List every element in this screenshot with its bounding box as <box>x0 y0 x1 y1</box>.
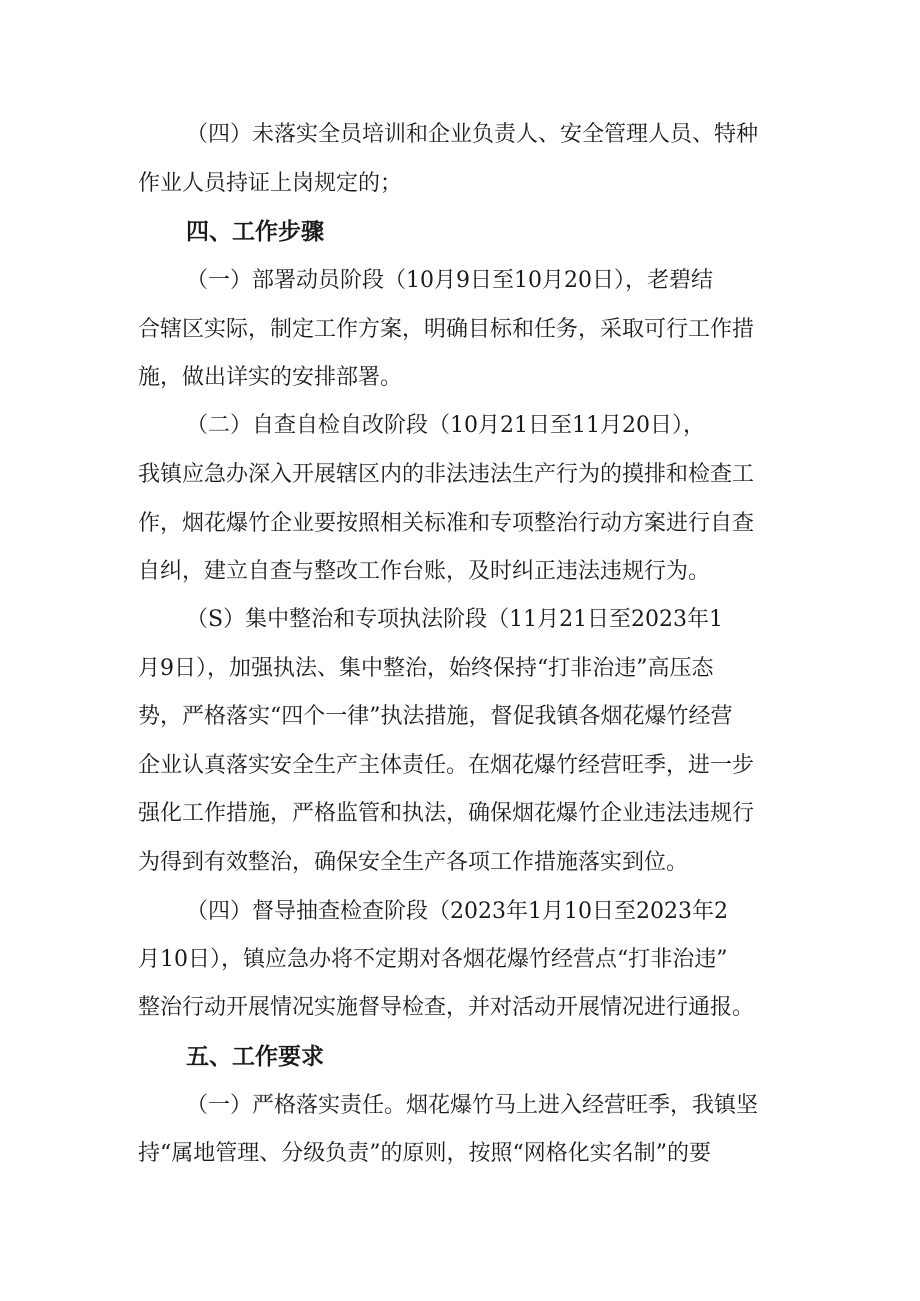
paragraph-line: 整治行动开展情况实施督导检查，并对活动开展情况进行通报。 <box>138 995 755 1020</box>
paragraph-line: 施，做出详实的安排部署。 <box>138 365 403 390</box>
paragraph-line: （四）未落实全员培训和企业负责人、安全管理人员、特种 <box>186 122 759 147</box>
paragraph-line: （二）自查自检自改阶段（10月21日至11月20日）， <box>186 413 705 438</box>
paragraph-line: 我镇应急办深入开展辖区内的非法违法生产行为的摸排和检查工 <box>138 462 755 487</box>
paragraph-line: 作业人员持证上岗规定的； <box>138 171 403 196</box>
paragraph-line: 月9日），加强执法、集中整治，始终保持“打非治违”高压态 <box>138 656 714 681</box>
paragraph-line: 势，严格落实“四个一律”执法措施，督促我镇各烟花爆竹经营 <box>138 704 733 729</box>
paragraph-line: 强化工作措施，严格监管和执法，确保烟花爆竹企业违法违规行 <box>138 801 755 826</box>
paragraph-line: 为得到有效整治，确保安全生产各项工作措施落实到位。 <box>138 850 689 875</box>
paragraph-line: （一）严格落实责任。烟花爆竹马上进入经营旺季，我镇坚 <box>186 1093 759 1118</box>
paragraph-line: 月10日），镇应急办将不定期对各烟花爆竹经营点“打非治违” <box>138 947 728 972</box>
section-heading-work-requirements: 五、工作要求 <box>186 1044 324 1070</box>
paragraph-line: 持“属地管理、分级负责”的原则，按照“网格化实名制”的要 <box>138 1141 711 1166</box>
paragraph-line: 作，烟花爆竹企业要按照相关标准和专项整治行动方案进行自查 <box>138 511 755 536</box>
paragraph-line: 企业认真落实安全生产主体责任。在烟花爆竹经营旺季，进一步 <box>138 753 755 778</box>
paragraph-line: 自纠，建立自查与整改工作台账，及时纠正违法违规行为。 <box>138 559 711 584</box>
section-heading-work-steps: 四、工作步骤 <box>186 219 324 245</box>
paragraph-line: （一）部署动员阶段（10月9日至10月20日），老碧结 <box>186 268 713 293</box>
paragraph-line: 合辖区实际，制定工作方案，明确目标和任务，采取可行工作措 <box>138 317 755 342</box>
paragraph-line: （S）集中整治和专项执法阶段（11月21日至2023年1 <box>186 607 724 632</box>
paragraph-line: （四）督导抽查检查阶段（2023年1月10日至2023年2 <box>186 899 728 924</box>
